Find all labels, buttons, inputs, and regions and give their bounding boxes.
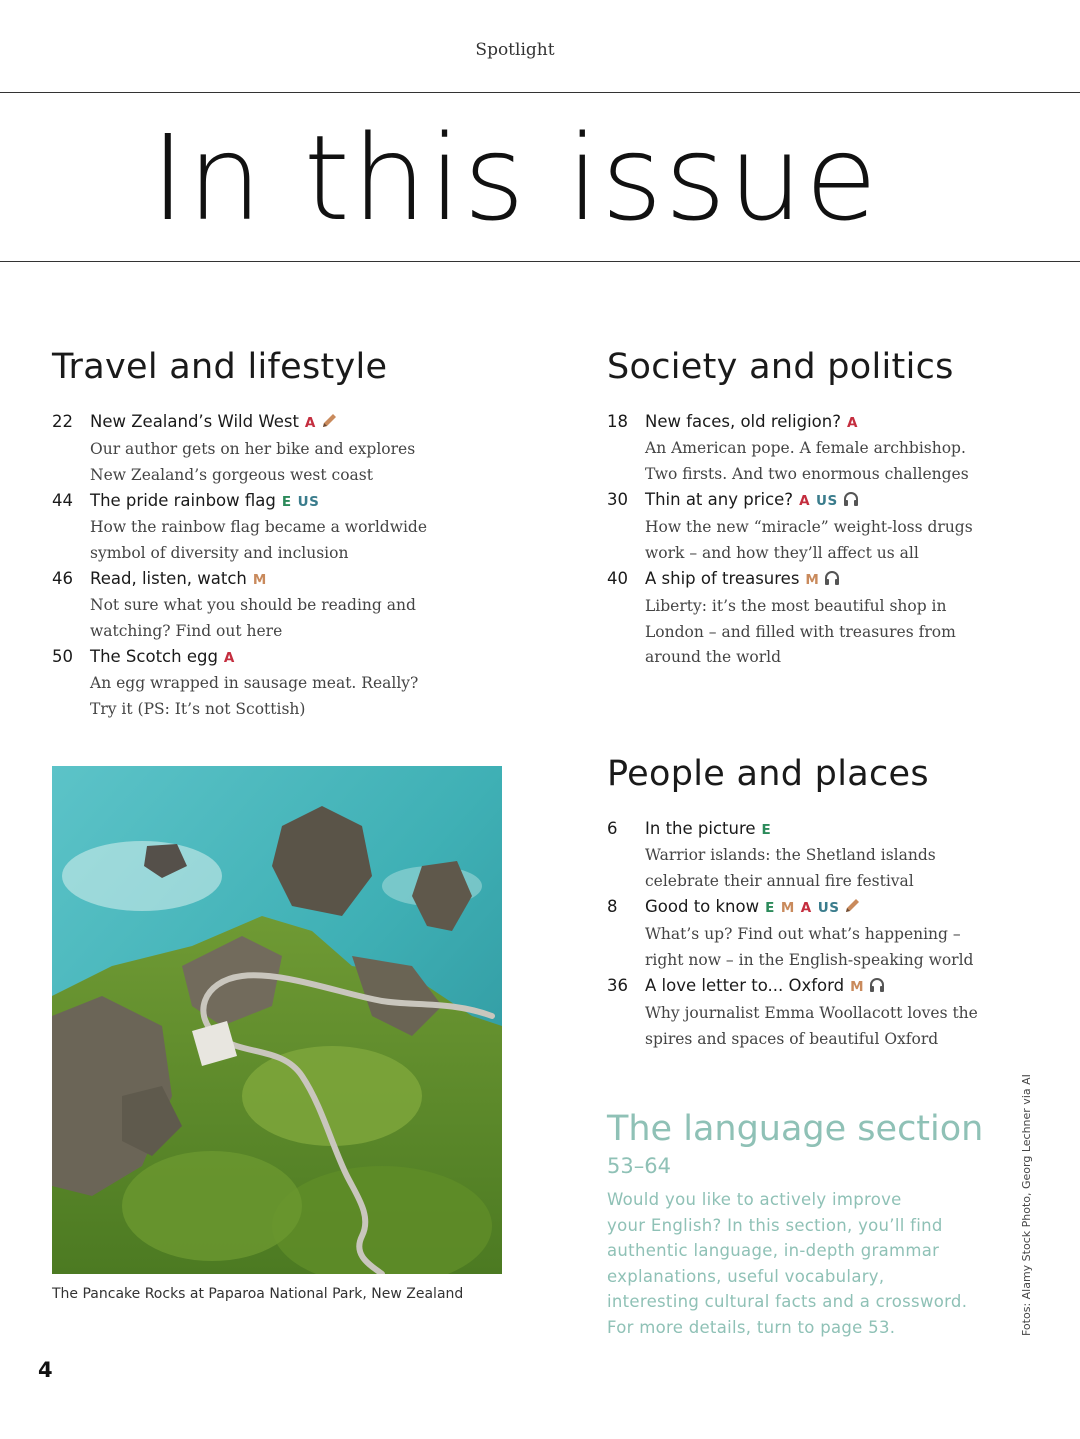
toc-entry[interactable] <box>52 644 492 722</box>
level-badge-advanced: A <box>799 493 811 509</box>
page-title: In this issue <box>150 109 880 247</box>
level-badge-advanced: A <box>846 415 858 431</box>
page-number: 30 <box>607 490 628 509</box>
pencil-icon <box>843 897 861 922</box>
language-section-title: The language section <box>607 1109 984 1149</box>
section-travel-lifestyle <box>52 347 492 722</box>
toc-entry[interactable] <box>52 409 492 488</box>
language-section-text-line: authentic language, in-depth grammar <box>607 1241 940 1260</box>
level-badge-advanced: A <box>304 415 316 431</box>
language-section-text-line: your English? In this section, you’ll find <box>607 1215 943 1235</box>
toc-entry[interactable] <box>607 894 1007 973</box>
language-section <box>607 1107 997 1340</box>
entry-title: The pride rainbow flag <box>90 491 276 510</box>
running-head: Spotlight <box>475 40 555 60</box>
entry-title: Thin at any price? <box>645 490 794 509</box>
language-section-pages: 53–64 <box>607 1154 671 1178</box>
toc-entry[interactable] <box>52 488 492 566</box>
toc-entry[interactable] <box>607 816 1007 894</box>
entry-description: How the rainbow flag became a worldwide <box>90 518 428 536</box>
page-number: 50 <box>52 647 73 666</box>
entry-description: Two firsts. And two enormous challenges <box>645 464 969 483</box>
level-badge-easy: E <box>281 494 292 510</box>
entry-description: symbol of diversity and inclusion <box>90 543 349 562</box>
language-section-text-line: interesting cultural facts and a crossword. <box>607 1292 968 1311</box>
toc-entry[interactable] <box>607 487 1047 566</box>
entry-description: London – and filled with treasures from <box>645 622 956 641</box>
badge-us: US <box>816 493 838 509</box>
level-badge-medium: M <box>780 900 795 916</box>
photo-caption: The Pancake Rocks at Paparoa National Park, New Zealand <box>52 1286 464 1302</box>
page-number: 6 <box>607 819 618 838</box>
top-rule <box>0 92 1080 93</box>
bottom-rule <box>0 261 1080 262</box>
level-badge-advanced: A <box>223 650 235 666</box>
headphones-icon <box>868 976 886 1001</box>
entry-title: The Scotch egg <box>90 647 218 666</box>
entry-description: watching? Find out here <box>90 621 283 640</box>
entry-description: New Zealand’s gorgeous west coast <box>90 465 373 484</box>
entry-description: Not sure what you should be reading and <box>90 596 416 614</box>
section-people-places <box>607 754 1007 1052</box>
entry-title: Good to know <box>645 897 760 916</box>
entry-description: around the world <box>645 648 781 666</box>
entry-title: Read, listen, watch <box>90 569 247 588</box>
section-heading: Society and politics <box>607 347 954 387</box>
entry-title: A love letter to... Oxford <box>645 976 845 995</box>
entry-title: A ship of treasures <box>645 569 800 588</box>
pancake-rocks-photo <box>52 766 502 1274</box>
page-number: 40 <box>607 569 628 588</box>
entry-description: celebrate their annual fire festival <box>645 871 914 890</box>
entry-description: work – and how they’ll affect us all <box>645 543 919 562</box>
entry-description: right now – in the English-speaking world <box>645 950 974 969</box>
photo-credit: Fotos: Alamy Stock Photo, Georg Lechner via AI <box>1020 1074 1033 1336</box>
entry-description: An egg wrapped in sausage meat. Really? <box>90 674 419 692</box>
page-number-folio: 4 <box>38 1358 53 1382</box>
toc-entry[interactable] <box>607 409 1047 487</box>
page-number: 8 <box>607 897 618 916</box>
language-section-text-line: For more details, turn to page 53. <box>607 1317 896 1337</box>
headphones-icon <box>823 569 841 594</box>
level-badge-advanced: A <box>800 900 812 916</box>
entry-description: What’s up? Find out what’s happening – <box>645 925 961 943</box>
section-society-politics <box>607 347 1047 671</box>
entry-description: An American pope. A female archbishop. <box>645 439 966 457</box>
entry-description: Warrior islands: the Shetland islands <box>645 846 936 864</box>
entry-title: New Zealand’s Wild West <box>90 412 299 431</box>
badge-us: US <box>817 900 840 916</box>
entry-description: How the new “miracle” weight-loss drugs <box>645 518 973 536</box>
toc-entry[interactable] <box>607 566 1047 671</box>
entry-description: spires and spaces of beautiful Oxford <box>645 1029 939 1048</box>
pencil-icon <box>320 412 338 437</box>
toc-entry[interactable] <box>52 566 492 644</box>
page-number: 22 <box>52 412 73 431</box>
language-section-text-line: Would you like to actively improve <box>607 1190 902 1209</box>
entry-description: Our author gets on her bike and explores <box>90 440 416 458</box>
headphones-icon <box>842 490 860 515</box>
page-number: 46 <box>52 569 73 588</box>
toc-entry[interactable] <box>607 973 1007 1052</box>
section-heading: Travel and lifestyle <box>52 347 388 387</box>
page-number: 44 <box>52 491 73 510</box>
level-badge-medium: M <box>805 572 820 588</box>
level-badge-easy: E <box>761 822 772 838</box>
section-heading: People and places <box>607 754 929 794</box>
level-badge-medium: M <box>850 979 865 995</box>
badge-us: US <box>297 494 320 510</box>
level-badge-easy: E <box>765 900 775 916</box>
page-number: 18 <box>607 412 628 431</box>
entry-description: Why journalist Emma Woollacott loves the <box>645 1004 978 1022</box>
page-number: 36 <box>607 976 628 995</box>
entry-title: In the picture <box>645 819 756 838</box>
entry-description: Try it (PS: It’s not Scottish) <box>90 699 306 718</box>
entry-title: New faces, old religion? <box>645 412 841 431</box>
entry-description: Liberty: it’s the most beautiful shop in <box>645 597 947 615</box>
level-badge-medium: M <box>252 572 267 588</box>
language-section-text-line: explanations, useful vocabulary, <box>607 1266 885 1286</box>
